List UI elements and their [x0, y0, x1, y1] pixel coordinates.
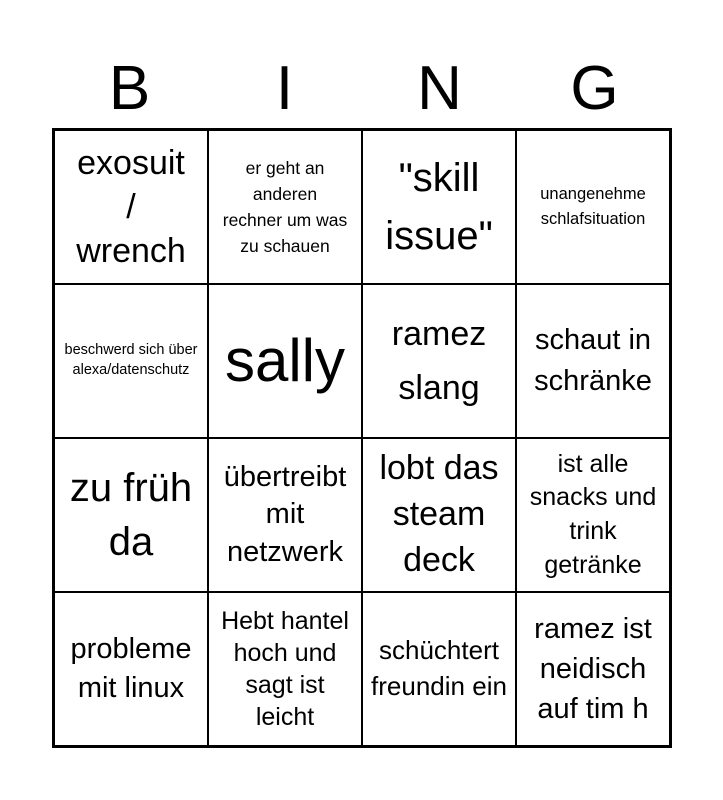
header-letter-i: I: [275, 54, 294, 123]
bingo-cell[interactable]: [516, 592, 670, 746]
bingo-header: [52, 50, 672, 128]
bingo-cell[interactable]: [362, 284, 516, 438]
cell-text: probleme mit linux: [70, 632, 192, 704]
bingo-cell[interactable]: [208, 438, 362, 592]
cell-text: er geht an anderen rechner um was zu schauen: [222, 157, 348, 257]
cell-text: sally: [224, 327, 346, 394]
bingo-cell[interactable]: [208, 130, 362, 284]
bingo-cell[interactable]: [516, 438, 670, 592]
bingo-cell[interactable]: [516, 284, 670, 438]
cell-text: "skill issue": [385, 156, 493, 258]
bingo-cell[interactable]: [208, 592, 362, 746]
cell-text: lobt das steam deck: [379, 449, 499, 579]
cell-text: übertreibt mit netzwerk: [223, 461, 347, 568]
cell-text: beschwerd sich über alexa/datenschutz: [64, 342, 198, 378]
bingo-cell[interactable]: [54, 130, 208, 284]
cell-text: schüchtert freundin ein: [371, 635, 507, 701]
cell-text: ramez slang: [391, 314, 487, 407]
header-letter-n: N: [417, 54, 462, 123]
header-letter-g: G: [570, 54, 619, 123]
bingo-board: [52, 128, 672, 748]
bingo-cell[interactable]: [362, 130, 516, 284]
cell-text: ist alle snacks und trink getränke: [529, 449, 657, 579]
cell-text: schaut in schränke: [534, 324, 652, 397]
bingo-cell[interactable]: [516, 130, 670, 284]
header-letter-b: B: [108, 54, 151, 123]
bingo-cell[interactable]: [54, 284, 208, 438]
bingo-cell[interactable]: [208, 284, 362, 438]
bingo-cell[interactable]: [362, 592, 516, 746]
cell-text: ramez ist neidisch auf tim h: [534, 612, 652, 725]
bingo-cell[interactable]: [54, 438, 208, 592]
cell-text: zu früh da: [69, 466, 193, 564]
bingo-cell[interactable]: [362, 438, 516, 592]
cell-text: unangenehme schlafsituation: [540, 185, 646, 228]
bingo-cell[interactable]: [54, 592, 208, 746]
cell-text: Hebt hantel hoch und sagt ist leicht: [221, 607, 349, 731]
cell-text: exosuit / wrench: [76, 143, 186, 271]
